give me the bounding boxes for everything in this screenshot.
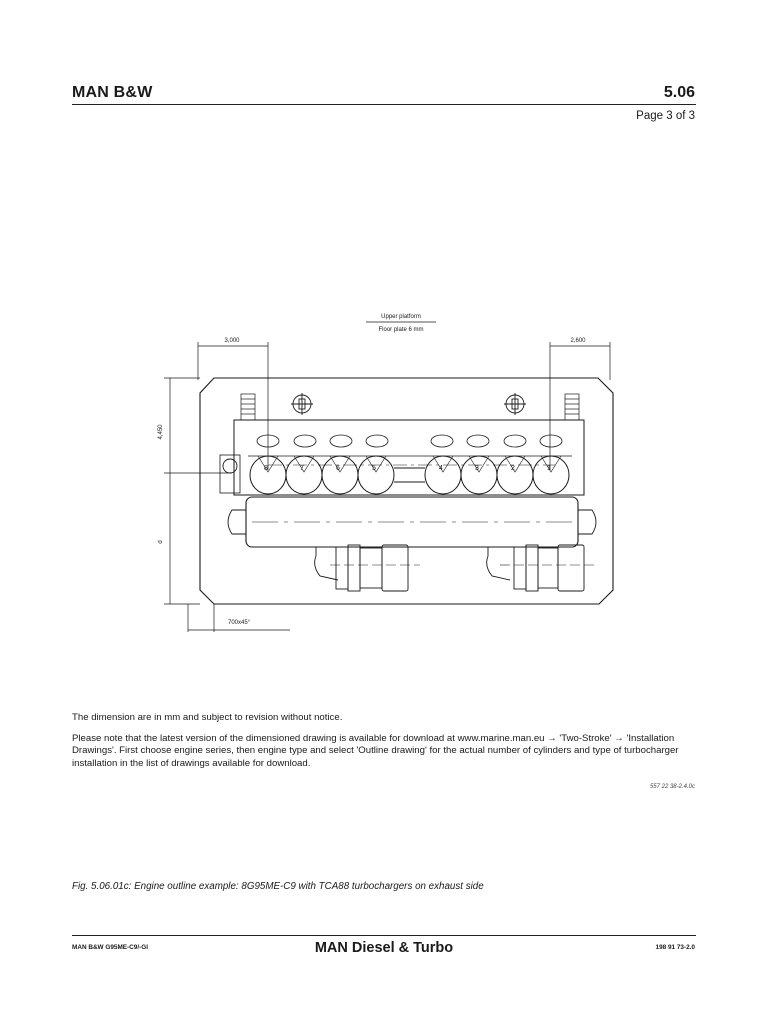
figure-caption: Fig. 5.06.01c: Engine outline example: 8G95ME-C9 with TCA88 turbochargers on exhaust side <box>72 881 484 892</box>
footer-engine-type: MAN B&W G95ME-C9/-GI <box>72 944 148 951</box>
turbocharger-right-icon <box>487 545 596 591</box>
note-download: Please note that the latest version of the dimensioned drawing is available for download at www.marine.man.eu → 'Two-Stroke' → 'Installation Drawings'. First choose engine series, then engine type and select 'Outline drawing' for the actual number of cylinders and type of turbocharger installation in the list of drawings available for download. <box>72 733 679 769</box>
upper-platform-label: Upper platform <box>381 314 421 320</box>
cylinder-number: 8 <box>264 465 268 472</box>
cylinder-5 <box>358 456 394 494</box>
receiver-end-right <box>578 510 596 534</box>
cylinder-number: 2 <box>511 465 515 472</box>
footer-rule <box>72 935 696 936</box>
cylinder-2 <box>497 456 533 494</box>
floor-plate-label: Floor plate 6 mm <box>378 327 424 333</box>
cylinder-number: 3 <box>475 465 479 472</box>
engine-room-outline <box>200 378 613 604</box>
page-indicator: Page 3 of 3 <box>636 110 695 122</box>
dim-right-label: 2,600 <box>570 338 586 344</box>
cylinder-number: 7 <box>300 465 304 472</box>
receiver-end-left <box>228 510 246 534</box>
footer-doc-number: 198 91 73-2.0 <box>655 944 695 951</box>
cylinder-4 <box>425 456 461 494</box>
ladder-right-icon <box>565 394 579 420</box>
dim-vertical-label: 4,450 <box>158 424 164 440</box>
cylinder-number: 5 <box>372 465 376 472</box>
note-dimensions: The dimension are in mm and subject to revision without notice. <box>72 712 343 723</box>
brand-title: MAN B&W <box>72 84 153 101</box>
dim-left-label: 3,000 <box>224 338 240 344</box>
dim-d-label: d <box>158 540 164 544</box>
valve-covers <box>257 435 562 447</box>
hpu-wheel-icon <box>223 459 237 473</box>
crane-right-icon <box>504 393 526 415</box>
cylinder-6 <box>322 456 358 494</box>
crane-left-icon <box>291 393 313 415</box>
turbocharger-left-icon <box>315 545 420 591</box>
cylinder-number: 1 <box>547 465 551 472</box>
cylinder-7 <box>286 456 322 494</box>
section-number: 5.06 <box>663 84 695 101</box>
cylinder-number: 6 <box>336 465 340 472</box>
cylinder-3 <box>461 456 497 494</box>
ladder-left-icon <box>241 394 255 420</box>
cylinder-1 <box>533 456 569 494</box>
footer-company: MAN Diesel & Turbo <box>314 940 454 956</box>
hydraulic-unit <box>220 455 240 493</box>
chamfer-label: 700x45° <box>228 620 251 626</box>
cylinder-number: 4 <box>439 465 443 472</box>
drawing-reference: 557 22 38-2.4.0c <box>649 784 695 790</box>
